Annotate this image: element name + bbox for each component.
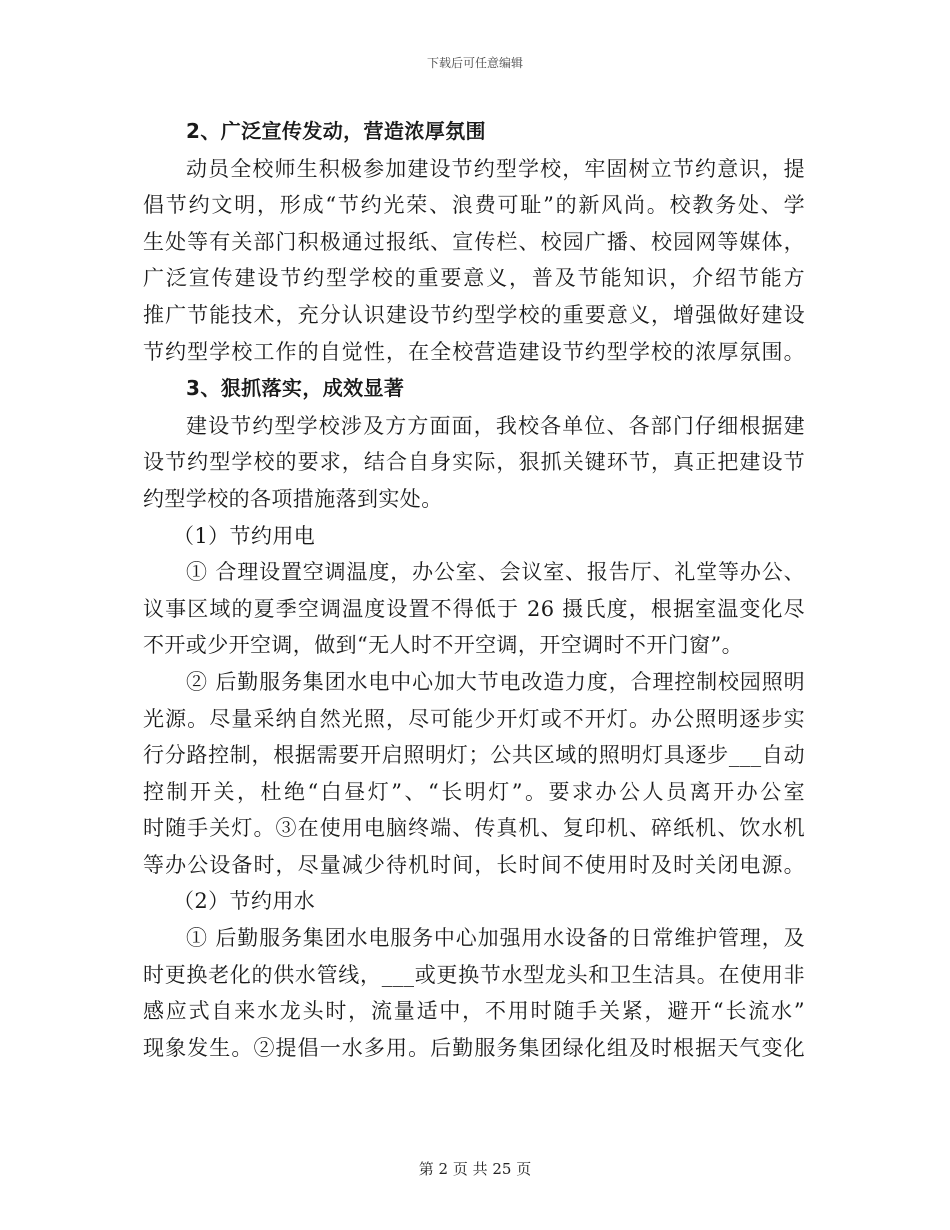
paragraph-line: 生处等有关部门积极通过报纸、宣传栏、校园广播、校园网等媒体， <box>143 229 805 254</box>
paragraph-line: 设节约型学校的要求，结合自身实际，狠抓关键环节，真正把建设节 <box>143 450 805 475</box>
paragraph-line: 时随手关灯。③在使用电脑终端、传真机、复印机、碎纸机、饮水机 <box>143 816 805 841</box>
paragraph-line: 推广节能技术，充分认识建设节约型学校的重要意义，增强做好建设 <box>143 302 805 327</box>
paragraph-line: 约型学校的各项措施落到实处。 <box>143 486 443 511</box>
document-body <box>143 113 805 1066</box>
paragraph-line: 不开或少开空调，做到“无人时不开空调，开空调时不开门窗”。 <box>143 633 744 658</box>
section-heading-publicity: 2、广泛宣传发动，营造浓厚氛围 <box>186 119 486 143</box>
paragraph-line: 行分路控制，根据需要开启照明灯；公共区域的照明灯具逐步___自动 <box>143 743 805 768</box>
paragraph-line: 倡节约文明，形成“节约光荣、浪费可耻”的新风尚。校教务处、学 <box>143 193 805 218</box>
paragraph-line: 动员全校师生积极参加建设节约型学校，牢固树立节约意识，提 <box>186 156 805 181</box>
page-header-note: 下载后可任意编辑 <box>426 56 523 70</box>
paragraph-line: 议事区域的夏季空调温度设置不得低于 26 摄氏度，根据室温变化尽 <box>143 596 805 621</box>
subheading-electricity: （1）节约用电 <box>173 523 316 548</box>
page-number: 第 2 页 共 25 页 <box>418 1160 532 1178</box>
paragraph-line: ② 后勤服务集团水电中心加大节电改造力度，合理控制校园照明 <box>186 669 805 694</box>
paragraph-line: 节约型学校工作的自觉性，在全校营造建设节约型学校的浓厚氛围。 <box>143 339 805 364</box>
paragraph-line: ① 后勤服务集团水电服务中心加强用水设备的日常维护管理，及 <box>186 926 805 951</box>
paragraph-line: 控制开关，杜绝“白昼灯”、“长明灯”。要求办公人员离开办公室 <box>143 779 805 804</box>
paragraph-line: 建设节约型学校涉及方方面面，我校各单位、各部门仔细根据建 <box>186 413 805 438</box>
paragraph-line: 感应式自来水龙头时，流量适中，不用时随手关紧，避开“长流水” <box>143 999 805 1024</box>
paragraph-line: 现象发生。②提倡一水多用。后勤服务集团绿化组及时根据天气变化 <box>143 1035 805 1060</box>
paragraph-line: 等办公设备时，尽量减少待机时间，长时间不使用时及时关闭电源。 <box>143 852 805 877</box>
paragraph-line: 时更换老化的供水管线，___或更换节水型龙头和卫生洁具。在使用非 <box>143 962 805 987</box>
paragraph-line: 广泛宣传建设节约型学校的重要意义，普及节能知识，介绍节能方 <box>143 266 805 291</box>
paragraph-line: 光源。尽量采纳自然光照，尽可能少开灯或不开灯。办公照明逐步实 <box>143 706 805 731</box>
section-heading-implementation: 3、狠抓落实，成效显著 <box>186 376 405 401</box>
paragraph-line: ① 合理设置空调温度，办公室、会议室、报告厅、礼堂等办公、 <box>186 560 805 585</box>
subheading-water: （2）节约用水 <box>173 889 316 914</box>
